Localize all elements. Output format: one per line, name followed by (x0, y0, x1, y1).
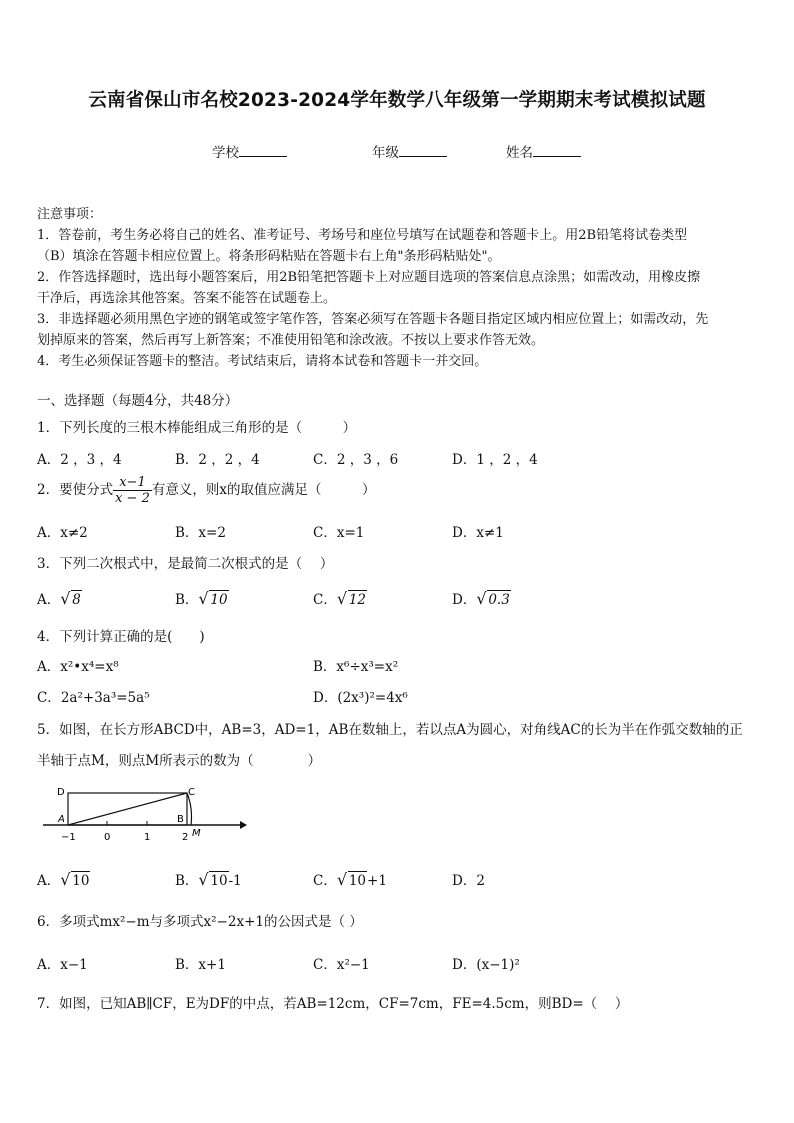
q1-option-c: C．2 ，3 ，6 (313, 452, 399, 468)
radical-sign: √ (60, 589, 71, 608)
radicand: 10 (348, 873, 367, 889)
name-label: 姓名 (506, 145, 533, 161)
q5-option-b (175, 869, 242, 889)
q2-denominator: x − 2 (115, 491, 150, 506)
q5-line2: 半轴于点M，则点M所表示的数为（ ） (37, 753, 322, 769)
option-label: C． (313, 873, 337, 889)
point-label-m: M (192, 828, 201, 839)
q4-stem: 4．下列计算正确的是( ) (37, 629, 205, 645)
q1-option-b: B．2 ，2 ，4 (175, 452, 260, 468)
sqrt-expression (60, 589, 82, 608)
option-suffix: +1 (367, 873, 387, 889)
sqrt-expression (198, 870, 228, 889)
q1-stem: 1．下列长度的三根木棒能组成三角形的是（ ） (37, 420, 357, 436)
option-label: B． (175, 592, 199, 608)
q6-option-d: D．(x−1)² (452, 957, 520, 973)
q2-prefix: 2．要使分式 (37, 482, 114, 498)
sqrt-expression (336, 870, 367, 889)
q5-line1: 5．如图，在长方形ABCD中，AB=3，AD=1，AB在数轴上，若以点A为圆心，对角线AC的长为半在作弧交数轴的正 (37, 722, 743, 738)
notes-line: 1．答卷前，考生务必将自己的姓名、准考证号、考场号和座位号填写在试题卷和答题卡上。用2B铅笔将试卷类型 (37, 228, 688, 243)
q4-option-b: B．x⁶÷x³=x² (313, 659, 399, 675)
name-blank (533, 143, 581, 157)
q4-option-d: D．(2x³)²=4x⁶ (313, 690, 408, 706)
q3-option-b (175, 588, 229, 608)
tick-label: 0 (104, 832, 111, 843)
option-label: A． (37, 592, 61, 608)
notes-line: 划掉原来的答案，然后再写上新答案；不准使用铅笔和涂改液。不按以上要求作答无效。 (37, 333, 545, 348)
radical-sign: √ (60, 870, 71, 889)
q3-option-a (37, 588, 82, 608)
notes-line: 干净后，再选涂其他答案。答案不能答在试题卷上。 (37, 291, 337, 306)
section-heading: 一、选择题（每题4分，共48分） (37, 393, 239, 409)
notes-line: （B）填涂在答题卡相应位置上。将条形码粘贴在答题卡右上角"条形码粘贴处"。 (37, 249, 501, 264)
school-blank (239, 143, 287, 157)
radical-sign: √ (336, 870, 348, 889)
page-title: 云南省保山市名校2023-2024学年数学八年级第一学期期末考试模拟试题 (88, 90, 706, 111)
sqrt-expression (60, 870, 90, 889)
radicand: 12 (348, 592, 367, 608)
point-label-b: B (177, 814, 184, 825)
option-label: D． (452, 592, 477, 608)
school-label: 学校 (212, 145, 239, 161)
q2-stem (37, 475, 375, 506)
q6-option-b: B．x+1 (175, 957, 226, 973)
q3-option-d (452, 588, 511, 608)
sqrt-expression (476, 589, 510, 608)
q6-option-a: A．x−1 (37, 957, 88, 973)
option-label: D． (452, 873, 477, 889)
grade-label: 年级 (372, 145, 399, 161)
option-label: A． (37, 873, 61, 889)
q2-option-d: D．x≠1 (452, 525, 504, 541)
radicand: 10 (210, 873, 228, 889)
q5-option-a (37, 869, 90, 889)
notes-line: 4．考生必须保证答题卡的整洁。考试结束后，请将本试卷和答题卡一并交回。 (37, 354, 488, 369)
q5-option-d (452, 869, 485, 889)
point-label-d: D (57, 787, 65, 798)
q1-option-d: D．1 ，2 ，4 (452, 452, 538, 468)
option-value: 2 (476, 873, 485, 889)
notes-line: 3．非选择题必须用黑色字迹的钢笔或签字笔作答，答案必须写在答题卡各题目指定区域内相应位置上；如需改动，先 (37, 312, 709, 327)
radical-sign: √ (198, 589, 209, 608)
point-label-a: A (58, 814, 65, 825)
q7-stem: 7．如图，已知AB∥CF，E为DF的中点，若AB=12cm，CF=7cm，FE=4.5cm，则BD=（ ） (37, 996, 629, 1012)
q2-option-c: C．x=1 (313, 525, 365, 541)
q6-stem: 6．多项式mx²−m与多项式x²−2x+1的公因式是（ ） (37, 914, 363, 930)
radical-sign: √ (476, 589, 487, 608)
radicand: 10 (210, 592, 228, 608)
q1-option-a: A．2 ，3 ，4 (37, 452, 122, 468)
radicand: 10 (72, 873, 90, 889)
radical-sign: √ (336, 589, 348, 608)
grade-blank (399, 143, 447, 157)
radicand: 0.3 (488, 592, 510, 608)
tick-label: 1 (144, 832, 151, 843)
q4-option-a: A．x²•x⁴=x⁸ (37, 659, 119, 675)
q3-stem: 3．下列二次根式中，是最简二次根式的是（ ） (37, 556, 334, 572)
q2-numerator: x−1 (113, 475, 152, 491)
option-label: C． (313, 592, 337, 608)
tick-label: 2 (182, 832, 189, 843)
option-label: B． (175, 873, 199, 889)
school-field (212, 141, 287, 161)
q5-option-c (313, 869, 387, 889)
radicand: 8 (72, 592, 81, 608)
name-field (506, 141, 581, 161)
q2-fraction (113, 475, 152, 506)
point-label-c: C (188, 787, 195, 798)
q2-option-b: B．x=2 (175, 525, 226, 541)
q2-option-a: A．x≠2 (37, 525, 88, 541)
tick-label: −1 (61, 832, 76, 843)
q3-option-c (313, 588, 367, 608)
q4-option-c: C．2a²+3a³=5a⁵ (37, 690, 150, 706)
q6-option-c: C．x²−1 (313, 957, 370, 973)
sqrt-expression (336, 589, 367, 608)
axis-arrow (240, 821, 247, 829)
q5-figure (35, 780, 250, 848)
sqrt-expression (198, 589, 228, 608)
notes-line: 2．作答选择题时，选出每小题答案后，用2B铅笔把答题卡上对应题目选项的答案信息点涂黑；如需改动，用橡皮擦 (37, 270, 701, 285)
radical-sign: √ (198, 870, 209, 889)
q2-suffix: 有意义，则x的取值应满足（ ） (151, 482, 376, 498)
notes-heading: 注意事项： (37, 207, 103, 222)
option-suffix: -1 (228, 873, 242, 889)
grade-field (372, 141, 447, 161)
diagonal-ac (68, 793, 187, 825)
